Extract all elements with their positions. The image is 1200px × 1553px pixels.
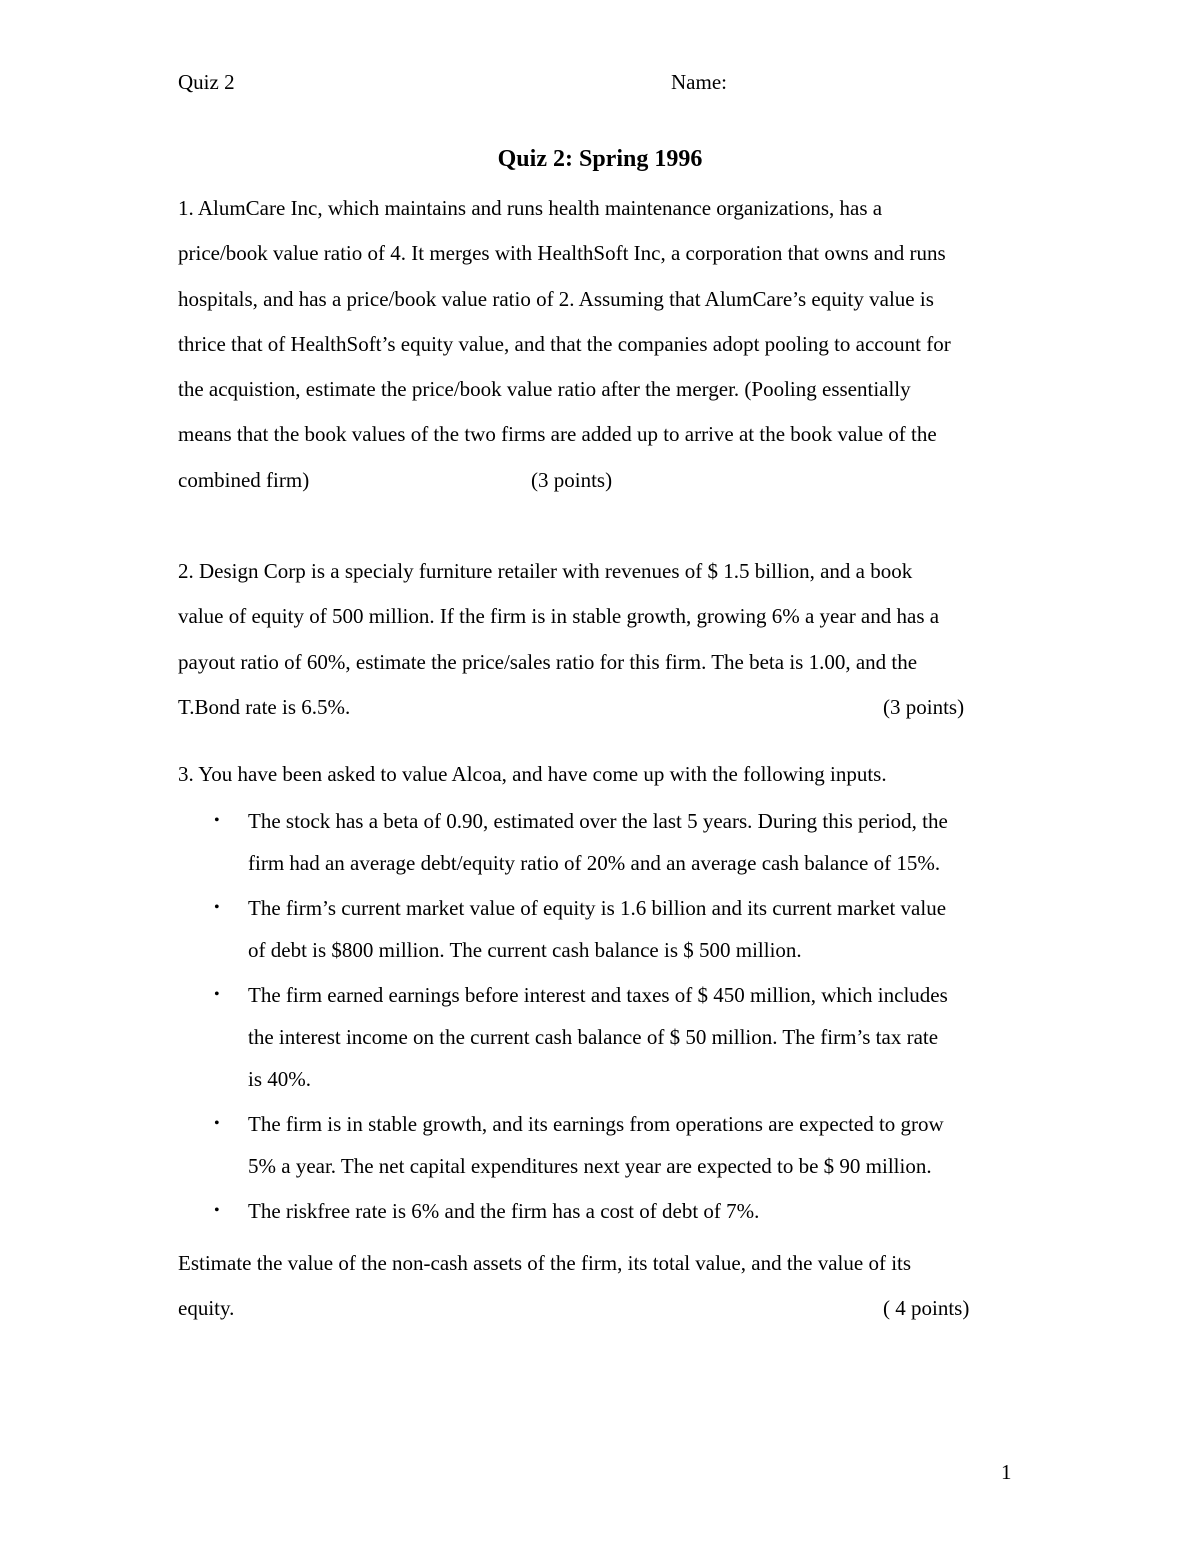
bullet-item <box>178 974 1018 1100</box>
question-1-line: 1. AlumCare Inc, which maintains and runs health maintenance organizations, has a <box>178 196 883 220</box>
question-1-line: the acquistion, estimate the price/book value ratio after the merger. (Pooling essentially <box>178 377 911 402</box>
question-1-line: means that the book values of the two firms are added up to arrive at the book value of the <box>178 422 937 447</box>
page-number: 1 <box>1001 1460 1012 1484</box>
question-1-points: (3 points) <box>531 467 613 492</box>
bullet-line: the interest income on the current cash balance of $ 50 million. The firm’s tax rate <box>248 1025 939 1049</box>
question-2-line: value of equity of 500 million. If the firm is in stable growth, growing 6% a year and has a <box>178 604 940 629</box>
bullet-icon: • <box>214 812 220 829</box>
bullet-line: is 40%. <box>248 1067 311 1091</box>
question-3-closing-line: Estimate the value of the non-cash assets of the firm, its total value, and the value of its <box>178 1251 912 1275</box>
question-2-points: (3 points) <box>883 694 965 719</box>
bullet-line: The stock has a beta of 0.90, estimated over the last 5 years. During this period, the <box>248 809 948 833</box>
question-3-intro <box>178 752 1018 797</box>
question-1-last-line <box>178 458 1018 503</box>
question-1-line: thrice that of HealthSoft’s equity value, and that the companies adopt pooling to account for <box>178 331 951 356</box>
question-2 <box>178 549 1018 730</box>
bullet-item <box>178 1190 1018 1232</box>
bullet-item <box>178 887 1018 971</box>
header-name-label: Name: <box>671 70 727 94</box>
question-3-last-text: equity. <box>178 1296 235 1321</box>
bullet-icon: • <box>214 899 220 916</box>
question-2-line: payout ratio of 60%, estimate the price/sales ratio for this firm. The beta is 1.00, and the <box>178 649 918 674</box>
bullet-icon: • <box>214 1115 220 1132</box>
question-3-closing <box>178 1241 1018 1332</box>
question-3-intro-line: 3. You have been asked to value Alcoa, and have come up with the following inputs. <box>178 762 887 786</box>
bullet-icon: • <box>214 986 220 1003</box>
document-title: Quiz 2: Spring 1996 <box>497 146 703 172</box>
question-1-line: hospitals, and has a price/book value ratio of 2. Assuming that AlumCare’s equity value is <box>178 286 934 311</box>
bullet-line: The firm is in stable growth, and its earnings from operations are expected to grow <box>248 1112 944 1136</box>
bullet-item <box>178 800 1018 884</box>
question-1-line: price/book value ratio of 4. It merges with HealthSoft Inc, a corporation that owns and runs <box>178 241 946 266</box>
question-3-points: ( 4 points) <box>883 1296 970 1321</box>
header-quiz-label: Quiz 2 <box>178 70 235 94</box>
question-2-last-text: T.Bond rate is 6.5%. <box>178 694 351 719</box>
bullet-line: The riskfree rate is 6% and the firm has a cost of debt of 7%. <box>248 1199 760 1223</box>
bullet-line: of debt is $800 million. The current cash balance is $ 500 million. <box>248 938 802 962</box>
question-2-last-line <box>178 685 1018 730</box>
question-1 <box>178 186 1018 503</box>
bullet-line: firm had an average debt/equity ratio of 20% and an average cash balance of 15%. <box>248 851 941 875</box>
question-3-bullet-list <box>178 800 1018 1235</box>
question-2-line: 2. Design Corp is a specialy furniture retailer with revenues of $ 1.5 billion, and a book <box>178 559 913 583</box>
question-1-last-text: combined firm) <box>178 467 310 492</box>
bullet-line: 5% a year. The net capital expenditures next year are expected to be $ 90 million. <box>248 1154 932 1178</box>
bullet-line: The firm earned earnings before interest and taxes of $ 450 million, which includes <box>248 983 948 1007</box>
question-3-last-line <box>178 1286 1018 1331</box>
bullet-line: The firm’s current market value of equity is 1.6 billion and its current market value <box>248 896 947 920</box>
bullet-item <box>178 1103 1018 1187</box>
bullet-icon: • <box>214 1202 220 1219</box>
